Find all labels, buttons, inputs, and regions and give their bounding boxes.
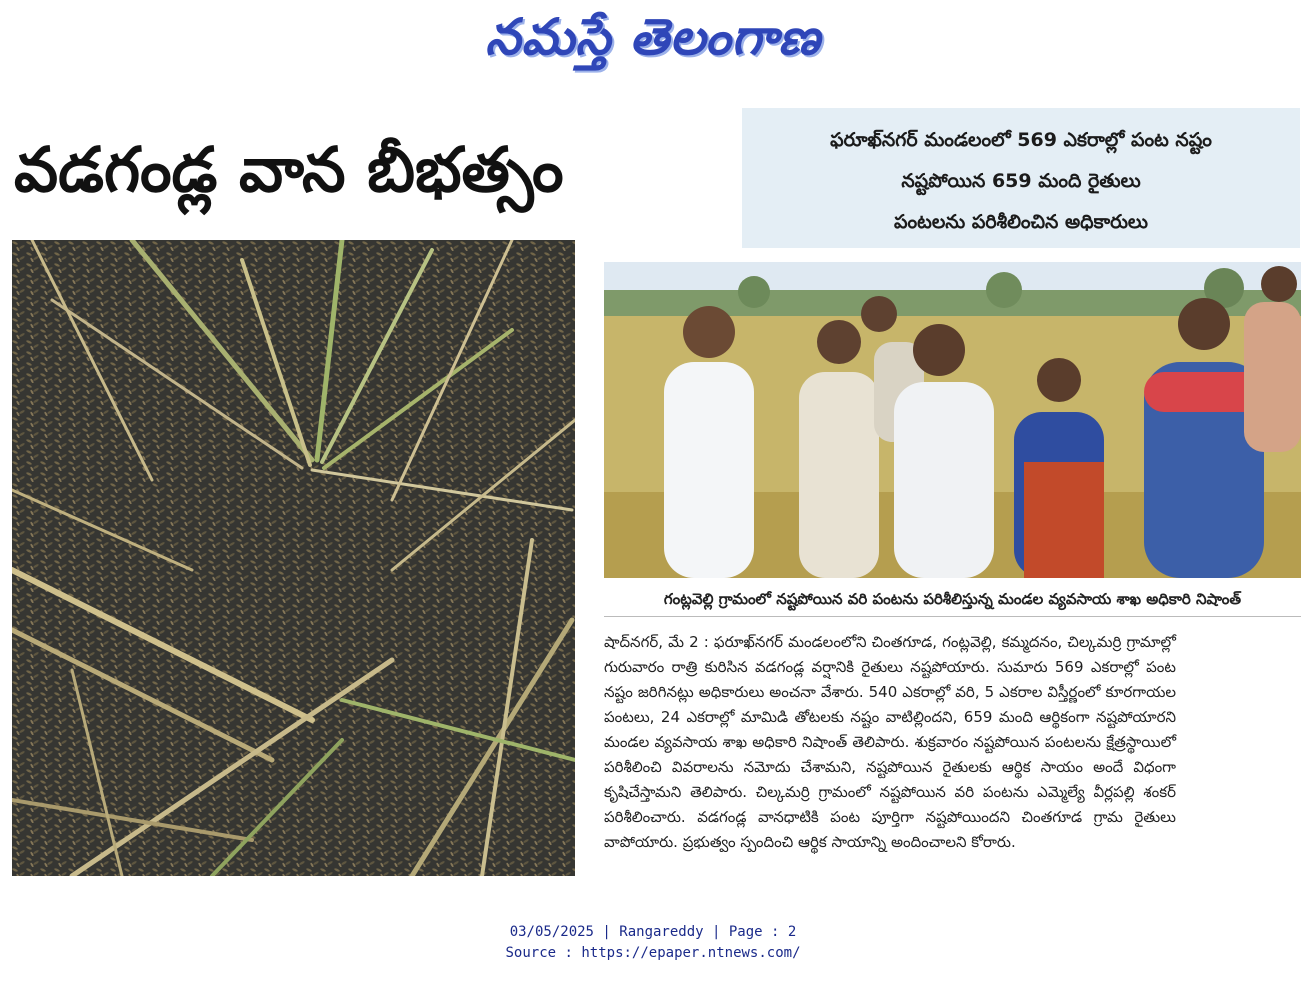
crop-damage-photo <box>12 240 575 876</box>
article-body: షాద్‌నగర్, మే 2 : ఫరూఖ్‌నగర్ మండలంలోని చింతగూడ, గంట్లవెల్లి, కమ్మదనం, చిల్కమర్రి గ్రామాల్లో గురువారం రాత్రి కురిసిన వడగండ్ల వర్షానికి రైతులు నష్టపోయారు. సుమారు 569 ఎకరాల్లో పంట నష్టం జరిగినట్లు అధికారులు అంచనా వేశారు. 540 ఎకరాల్లో వరి, 5 ఎకరాల విస్తీర్ణంలో కూరగాయల పంటలు, 24 ఎకరాల్లో మామిడి తోటలకు నష్టం వాటిల్లిందని, 659 మంది ఆర్థికంగా నష్టపోయారని మండల వ్యవసాయ శాఖ అధికారి నిషాంత్ తెలిపారు. శుక్రవారం నష్టపోయిన పంటలను క్షేత్రస్థాయిలో పరిశీలించి వివరాలను నమోదు చేశామని, నష్టపోయిన రైతులకు ఆర్థిక సాయం అందే విధంగా కృషిచేస్తామని తెలిపారు. చిల్కమర్రి గ్రామంలో నష్టపోయిన వరి పంటను ఎమ్మెల్యే వీర్లపల్లి శంకర్ పరిశీలించారు. వడగండ్ల వానధాటికి పంట పూర్తిగా నష్టపోయిందని చింతగూడ గ్రామ రైతులు వాపోయారు. ప్రభుత్వం స్పందించి ఆర్థిక సాయాన్ని అందించాలని కోరారు. <box>604 633 1176 851</box>
footer-source-link[interactable]: https://epaper.ntnews.com/ <box>581 945 801 961</box>
farmers-inspection-photo <box>604 262 1301 578</box>
summary-line: నష్టపోయిన 659 మంది రైతులు <box>901 170 1141 192</box>
crop-field-image <box>12 240 575 876</box>
summary-line: ఫరూఖ్‌నగర్ మండలంలో 569 ఎకరాల్లో పంట నష్టం <box>830 129 1212 151</box>
footer-source-line <box>0 943 1306 964</box>
footer-source-label: Source : <box>505 945 573 961</box>
footer-page: Page : 2 <box>728 924 797 940</box>
article-headline: వడగండ్ల వాన బీభత్సం <box>14 133 564 206</box>
footer-date: 03/05/2025 <box>509 924 594 940</box>
footer-separator: | <box>712 924 729 940</box>
photo-caption: గంట్లవెల్లి గ్రామంలో నష్టపోయిన వరి పంటను పరిశీలిస్తున్న మండల వ్యవసాయ శాఖ అధికారి నిషాంత్ <box>604 582 1301 617</box>
farmers-field-image <box>604 262 1301 578</box>
summary-box <box>742 108 1300 248</box>
footer-separator: | <box>602 924 620 940</box>
footer-edition: Rangareddy <box>619 924 704 940</box>
page-footer <box>0 922 1306 964</box>
footer-edition-line <box>0 922 1306 943</box>
summary-line: పంటలను పరిశీలించిన అధికారులు <box>894 211 1148 233</box>
masthead-logo: నమస్తే తెలంగాణ <box>485 8 821 66</box>
